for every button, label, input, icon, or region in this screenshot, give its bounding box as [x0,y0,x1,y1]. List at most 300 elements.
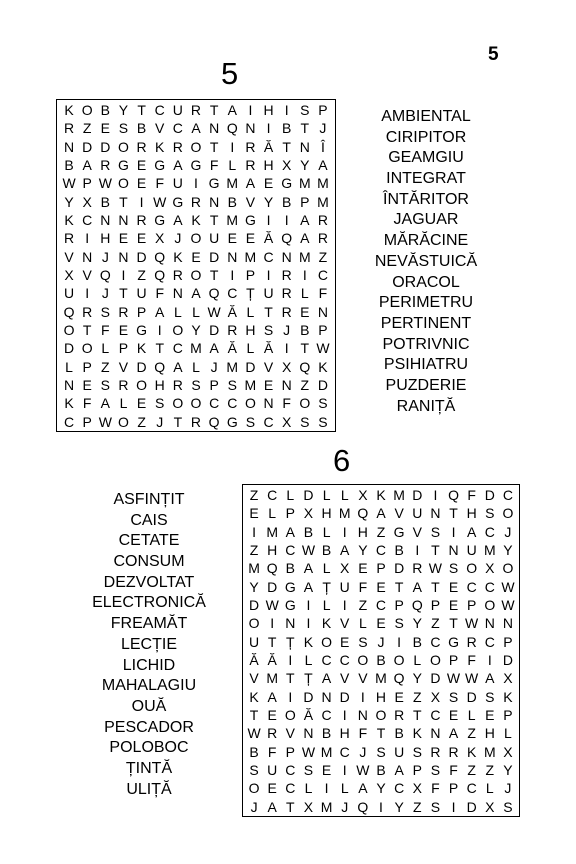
grid-letter: J [210,358,218,375]
grid-letter: R [430,743,441,760]
grid-letter: Y [412,670,422,687]
grid-letter: C [154,102,165,119]
grid-letter: P [503,707,513,724]
grid-letter: D [136,358,147,375]
grid-letter: Q [208,285,220,302]
grid-letter: Y [376,780,386,797]
grid-letter: F [101,322,110,339]
grid-letter: O [118,138,129,155]
grid-letter: C [285,780,296,797]
grid-letter: B [100,102,110,119]
grid-letter: L [485,780,494,797]
grid-letter: T [282,138,291,155]
grid-letter: L [192,358,200,375]
grid-letter: G [244,212,256,229]
grid-letter: S [318,413,328,430]
grid-letter: E [448,707,459,724]
grid-letter: X [430,688,441,705]
grid-letter: Z [485,762,495,779]
grid-letter: C [263,248,274,265]
grid-letter: R [281,303,292,320]
grid-letter: U [172,102,183,119]
grid-letter: N [317,303,328,320]
grid-letter: G [118,157,129,174]
grid-letter: I [266,212,271,229]
grid-letter: R [448,743,459,760]
word-list-item: CIRIPITOR [385,128,467,146]
grid-letter: R [281,267,292,284]
grid-letter: O [466,560,478,577]
grid-letter: G [226,413,238,430]
grid-letter: B [136,120,147,137]
grid-letter: R [172,138,183,155]
grid-letter: S [100,303,110,320]
grid-letter: C [64,413,75,430]
grid-letter: X [155,230,165,247]
grid-letter: R [136,212,147,229]
grid-letter: P [118,340,129,357]
grid-letter: A [340,542,350,559]
grid-letter: E [263,377,274,394]
grid-letter: Z [376,523,386,540]
grid-letter: C [172,340,183,357]
grid-letter: G [284,597,296,614]
grid-letter: R [317,230,328,247]
grid-letter: O [63,322,75,339]
grid-letter: U [412,505,423,522]
grid-letter: T [82,322,92,339]
word-list-item: ULIȚĂ [126,780,172,798]
grid-letter: I [342,707,347,724]
grid-letter: L [268,505,277,522]
grid-letter: T [119,285,128,302]
grid-letter: N [209,193,220,210]
grid-letter: G [154,212,166,229]
grid-letter: S [430,762,441,779]
grid-letter: A [485,670,495,687]
word-list-item: POLOBOC [109,739,189,757]
grid-letter: R [394,707,405,724]
grid-letter: R [412,560,423,577]
grid-letter: O [484,597,496,614]
grid-letter: M [244,377,257,394]
grid-letter: S [430,523,441,540]
grid-letter: A [318,157,328,174]
grid-letter: T [267,633,277,650]
grid-letter: I [324,780,329,797]
grid-letter: Q [266,560,278,577]
grid-letter: W [207,303,221,320]
grid-letter: N [64,138,75,155]
grid-letter: D [267,578,278,595]
grid-letter: R [245,138,256,155]
grid-letter: T [209,212,219,229]
grid-letter: S [118,120,129,137]
grid-letter: L [228,157,237,174]
grid-letter: L [304,780,313,797]
grid-letter: T [137,102,146,119]
grid-letter: F [155,285,164,302]
word-list-item: ORACOL [392,273,460,291]
grid-letter: Q [154,248,166,265]
grid-letter: M [483,743,496,760]
word-list-item: ȚINTĂ [125,759,173,777]
grid-letter: C [502,487,513,504]
grid-letter: I [270,615,275,632]
grid-letter: E [136,157,147,174]
grid-letter: I [284,340,289,357]
grid-letter: N [82,248,93,265]
grid-letter: M [298,175,311,192]
grid-letter: T [394,578,404,595]
grid-letter: N [118,212,129,229]
grid-letter: P [82,358,92,375]
grid-letter: K [466,743,477,760]
grid-letter: W [316,340,330,357]
grid-letter: F [358,725,368,742]
grid-letter: I [194,175,198,192]
grid-letter: D [339,688,350,705]
grid-letter: X [303,505,314,522]
grid-letter: L [286,487,295,504]
grid-letter: Y [191,322,201,339]
grid-letter: X [303,798,314,815]
grid-letter: S [303,762,314,779]
grid-letter: F [467,487,476,504]
grid-letter: N [209,120,220,137]
grid-letter: S [245,413,256,430]
grid-letter: B [394,725,404,742]
word-list-item: CETATE [118,532,180,550]
grid-letter: L [304,652,313,669]
grid-letter: C [339,652,350,669]
grid-letter: Q [154,267,166,284]
grid-letter: K [249,688,259,705]
grid-letter: K [173,248,183,265]
grid-letter: N [484,615,495,632]
letter-grid-puzzle-5 [56,99,336,432]
grid-letter: Ă [263,340,274,357]
grid-letter: B [321,542,332,559]
grid-letter: A [300,212,310,229]
grid-letter: Q [357,505,369,522]
grid-letter: X [281,413,292,430]
grid-letter: T [300,120,310,137]
word-list-item: PESCADOR [104,718,194,736]
grid-letter: T [376,725,386,742]
word-list-item: PUZDERIE [385,376,467,394]
grid-letter: I [288,688,293,705]
grid-letter: Z [249,487,259,504]
grid-letter: U [64,285,75,302]
grid-letter: V [394,505,404,522]
grid-letter: I [284,102,289,119]
grid-letter: O [190,395,202,412]
grid-letter: Ț [286,633,295,650]
grid-letter: M [266,523,279,540]
grid-letter: U [267,762,278,779]
grid-letter: D [249,597,260,614]
grid-letter: W [465,670,479,687]
grid-letter: P [448,780,459,797]
grid-letter: C [339,743,350,760]
grid-letter: N [172,285,183,302]
grid-letter: Z [358,597,368,614]
grid-letter: H [263,102,274,119]
grid-letter: Z [137,413,146,430]
grid-letter: Z [318,248,328,265]
grid-letter: J [377,633,385,650]
grid-letter: S [227,377,237,394]
grid-letter: R [118,377,129,394]
grid-letter: P [209,377,219,394]
grid-letter: J [250,798,258,815]
grid-letter: C [227,285,238,302]
grid-letter: A [303,560,314,577]
grid-letter: C [375,542,387,559]
grid-letter: I [248,102,253,119]
grid-letter: Y [412,615,422,632]
grid-letter: U [209,230,220,247]
grid-letter: K [64,395,74,412]
grid-letter: H [357,523,368,540]
grid-letter: O [190,230,202,247]
grid-letter: C [321,707,332,724]
grid-letter: E [249,505,259,522]
grid-letter: C [227,395,238,412]
grid-letter: O [429,652,441,669]
puzzle-title-6: 6 [333,443,351,478]
grid-letter: L [246,303,255,320]
grid-letter: I [121,267,126,284]
grid-letter: B [227,193,237,210]
grid-letter: P [412,762,422,779]
grid-letter: M [317,175,329,192]
grid-letter: I [306,615,311,632]
grid-letter: A [173,358,183,375]
grid-letter: N [64,377,75,394]
grid-letter: G [172,193,184,210]
grid-letter: A [376,505,386,522]
grid-letter: E [263,175,274,192]
word-list-item: CONSUM [113,553,185,571]
grid-letter: Z [101,358,110,375]
grid-letter: W [428,560,442,577]
grid-letter: X [340,560,350,577]
grid-letter: O [502,560,514,577]
grid-letter: O [393,652,405,669]
grid-letter: G [208,175,220,192]
grid-letter: C [82,212,93,229]
grid-letter: K [136,340,147,357]
grid-letter: I [342,597,347,614]
grid-letter: R [190,413,202,430]
grid-letter: T [264,303,273,320]
grid-letter: E [321,762,332,779]
grid-letter: C [466,780,477,797]
grid-letter: Ț [246,285,255,302]
grid-letter: A [100,395,110,412]
grid-letter: V [412,523,422,540]
grid-letter: G [281,175,293,192]
grid-letter: R [190,193,202,210]
grid-letter: E [300,303,310,320]
grid-letter: C [466,578,477,595]
grid-letter: S [412,743,422,760]
grid-letter: A [155,303,165,320]
grid-letter: T [209,267,219,284]
word-list-item: MĂRĂCINE [383,232,469,250]
grid-letter: M [226,175,239,192]
grid-letter: R [466,633,477,650]
grid-letter: A [448,725,459,742]
word-list-item: PSIHIATRU [383,356,469,374]
grid-letter: P [82,413,92,430]
grid-letter: L [246,340,255,357]
grid-letter: C [484,633,495,650]
grid-letter: M [375,670,387,687]
grid-letter: Ă [303,707,314,724]
grid-letter: L [173,303,182,320]
grid-letter: G [190,157,202,174]
grid-letter: D [100,138,111,155]
grid-letter: A [358,780,368,797]
grid-letter: I [252,523,256,540]
grid-letter: Y [263,193,274,210]
grid-letter: N [100,212,111,229]
grid-letter: Y [394,798,404,815]
grid-letter: E [136,230,147,247]
grid-letter: D [136,248,147,265]
grid-letter: O [81,340,93,357]
grid-letter: A [466,523,477,540]
grid-letter: T [286,670,295,687]
grid-letter: K [191,212,201,229]
grid-letter: R [64,230,75,247]
grid-letter: W [301,743,316,760]
grid-letter: U [263,285,274,302]
grid-letter: R [245,157,256,174]
grid-letter: J [156,413,164,430]
grid-letter: R [190,102,202,119]
grid-letter: B [281,120,292,137]
grid-letter: N [299,138,310,155]
grid-letter: I [157,322,162,339]
grid-letter: R [227,322,238,339]
grid-letter: I [379,798,383,815]
grid-letter: P [318,102,328,119]
grid-letter: E [227,230,237,247]
grid-letter: C [321,652,332,669]
word-list-item: PERTINENT [380,314,472,332]
grid-letter: F [82,395,92,412]
word-list-item: INTEGRAT [386,170,466,188]
grid-letter: X [358,487,368,504]
grid-letter: U [249,633,260,650]
grid-letter: V [155,120,165,137]
grid-letter: E [267,707,277,724]
grid-letter: B [281,193,292,210]
grid-letter: A [209,340,219,357]
grid-letter: M [226,358,239,375]
grid-letter: O [190,138,202,155]
grid-letter: J [174,230,182,247]
grid-letter: S [394,615,404,632]
grid-letter: V [358,670,368,687]
grid-letter: T [155,340,164,357]
grid-letter: X [485,560,495,577]
puzzle-title-5: 5 [221,56,239,91]
grid-letter: S [503,798,513,815]
grid-letter: S [448,688,459,705]
grid-letter: Q [99,267,111,284]
grid-letter: T [300,340,310,357]
word-list-item: FREAMĂT [110,615,188,633]
grid-letter: K [376,487,386,504]
grid-letter: K [155,138,165,155]
grid-letter: L [65,358,73,375]
grid-letter: K [412,725,422,742]
grid-letter: B [303,523,314,540]
grid-letter: Q [448,487,459,504]
grid-letter: C [484,578,495,595]
grid-letter: U [339,578,350,595]
grid-letter: X [64,267,74,284]
grid-letter: Y [503,762,513,779]
grid-letter: W [501,597,515,614]
grid-letter: P [245,267,256,284]
grid-letter: I [360,688,365,705]
grid-letter: Y [358,542,368,559]
grid-letter: D [317,377,328,394]
grid-letter: S [100,377,110,394]
grid-letter: L [504,725,512,742]
grid-letter: A [191,120,201,137]
grid-letter: J [504,780,512,797]
grid-letter: S [448,560,459,577]
grid-letter: E [358,560,368,577]
grid-letter: A [267,798,277,815]
grid-letter: F [155,175,164,192]
grid-letter: U [394,743,405,760]
grid-letter: I [306,597,311,614]
grid-letter: O [502,505,514,522]
word-list-item: CAIS [130,511,168,529]
grid-letter: E [394,688,404,705]
grid-letter: V [64,248,74,265]
grid-letter: D [64,340,75,357]
grid-letter: X [82,193,92,210]
grid-letter: J [283,322,291,339]
grid-letter: Q [208,413,220,430]
grid-letter: P [430,597,441,614]
grid-letter: A [303,578,314,595]
grid-letter: B [300,322,310,339]
grid-letter: S [485,505,495,522]
grid-letter: J [319,120,327,137]
grid-letter: V [245,193,256,210]
grid-letter: O [321,633,333,650]
grid-letter: D [245,358,256,375]
grid-letter: Z [431,615,440,632]
grid-letter: A [321,670,332,687]
grid-letter: S [191,377,201,394]
grid-letter: H [466,505,477,522]
grid-letter: U [136,285,147,302]
grid-letter: O [190,267,202,284]
grid-letter: C [285,542,296,559]
grid-letter: A [394,762,404,779]
